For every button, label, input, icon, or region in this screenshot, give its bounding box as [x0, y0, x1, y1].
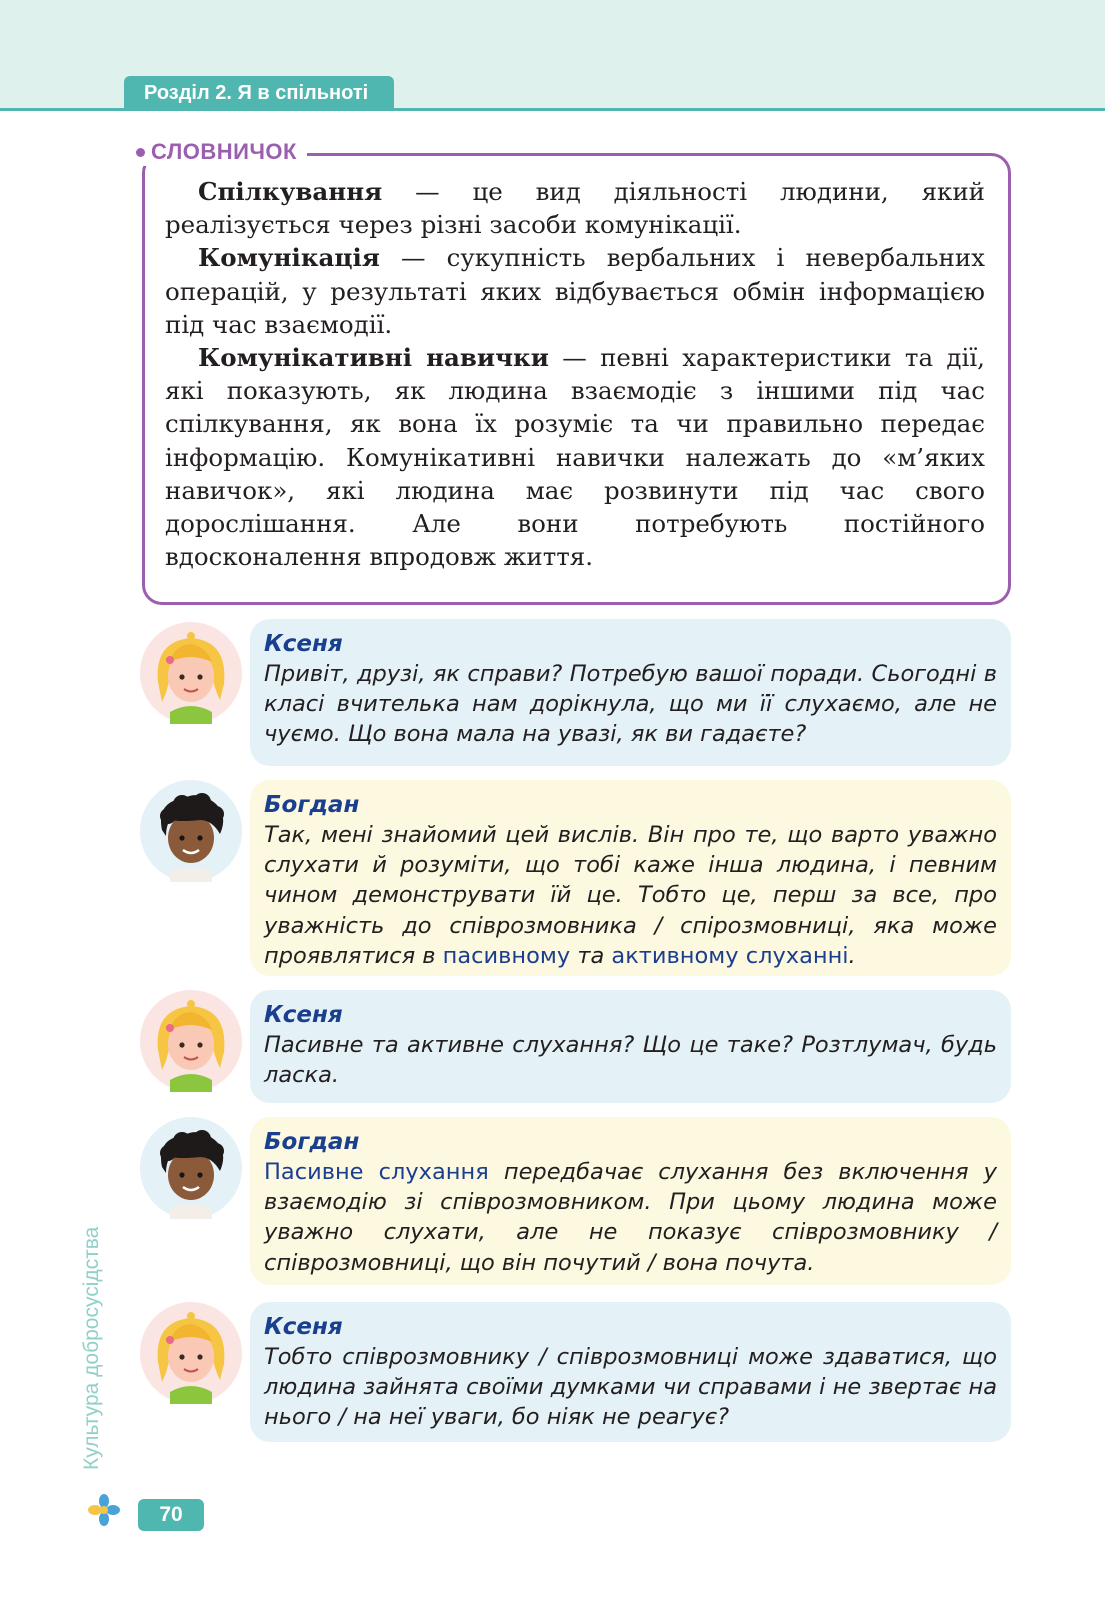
girl-avatar-icon [140, 1302, 242, 1404]
girl-avatar-icon [140, 990, 242, 1092]
kseniia-avatar [140, 1302, 242, 1404]
glossary-entry [165, 241, 985, 341]
speaker-name: Ксеня [264, 1314, 343, 1340]
dialogue-text-part: передбачає слухання без включення у взаємодію зі співрозмовником. При цьому людина може уважно слухати, але не показує співрозмовнику / співрозмовниці, що він почутий / вона почута. [264, 1159, 997, 1276]
speaker-name: Богдан [264, 792, 360, 818]
bullet-dot-icon [136, 148, 145, 157]
dialogue-text: Пасивне та активне слухання? Що це таке? Розтлумач, будь ласка. [264, 1032, 997, 1089]
kseniia-avatar [140, 990, 242, 1092]
speaker-name: Ксеня [264, 1002, 343, 1028]
dialogue-text: Привіт, друзі, як справи? Потребую вашої поради. Сьогодні в класі вчителька нам дорікнула, що ми її слухаємо, але не чуємо. Що вона мала на увазі, як ви гадаєте? [264, 661, 997, 748]
dialogue-bubble [250, 1117, 1011, 1285]
glossary-term: Комунікація [198, 243, 380, 273]
side-caption: Культура добросусідства [80, 1226, 103, 1470]
term-highlight: пасивному [442, 942, 571, 969]
dialogue-bubble [250, 780, 1011, 976]
glossary-text [165, 175, 985, 573]
dialogue-text [264, 820, 997, 971]
term-highlight: Пасивне слухання [264, 1159, 489, 1185]
flower-icon [88, 1494, 120, 1531]
bohdan-avatar [140, 780, 242, 882]
glossary-definition: — певні характеристики та дії, які показують, як людина взаємодіє з іншими під час спілкування, як вона їх розуміє та чи правильно передає інформацію. Комунікативні навички належать до «м’яких навичок», які людина має розвинути під час свого дорослішання. Але вони потребують постійного вдосконалення впродовж життя. [165, 343, 985, 572]
kseniia-avatar [140, 622, 242, 724]
glossary-definition: — сукупність вербальних і невербальних операцій, у результаті яких відбувається обмін інформацією під час взаємодії. [165, 243, 985, 339]
bohdan-avatar [140, 1117, 242, 1219]
glossary-label: СЛОВНИЧОК [151, 139, 297, 164]
section-tab: Розділ 2. Я в спільноті [124, 76, 394, 111]
dialogue-text-part: Так, мені знайомий цей вислів. Він про те, що варто уважно слухати й розуміти, що тобі каже інша людина, і певним чином демонструвати їй це. Тобто це, перш за все, про уважність до співрозмовника / спірозмовниці, яка може проявлятися в [264, 822, 997, 969]
dialogue-bubble [250, 990, 1011, 1103]
girl-avatar-icon [140, 622, 242, 724]
boy-avatar-icon [140, 780, 242, 882]
glossary-heading [136, 138, 307, 166]
dialogue-bubble [250, 619, 1011, 766]
glossary-term: Спілкування [198, 177, 383, 206]
glossary-entry [165, 175, 985, 241]
glossary-definition: — це вид діяльності людини, який реалізується через різні засоби комунікації. [165, 177, 985, 240]
glossary-entry [165, 341, 985, 573]
boy-avatar-icon [140, 1117, 242, 1219]
speaker-name: Богдан [264, 1129, 360, 1155]
dialogue-text-part: та [570, 942, 612, 969]
page-number: 70 [138, 1499, 204, 1531]
dialogue-bubble [250, 1302, 1011, 1442]
glossary-term: Комунікативні навички [198, 343, 549, 373]
term-highlight: активному слуханні [611, 942, 849, 969]
dialogue-text-part: . [848, 942, 856, 969]
speaker-name: Ксеня [264, 631, 343, 657]
dialogue-text [264, 1157, 997, 1278]
dialogue-text: Тобто співрозмовнику / співрозмовниці може здаватися, що людина зайнята своїми думками чи справами і не звертає на нього / на неї уваги, бо ніяк не реагує? [264, 1344, 997, 1431]
